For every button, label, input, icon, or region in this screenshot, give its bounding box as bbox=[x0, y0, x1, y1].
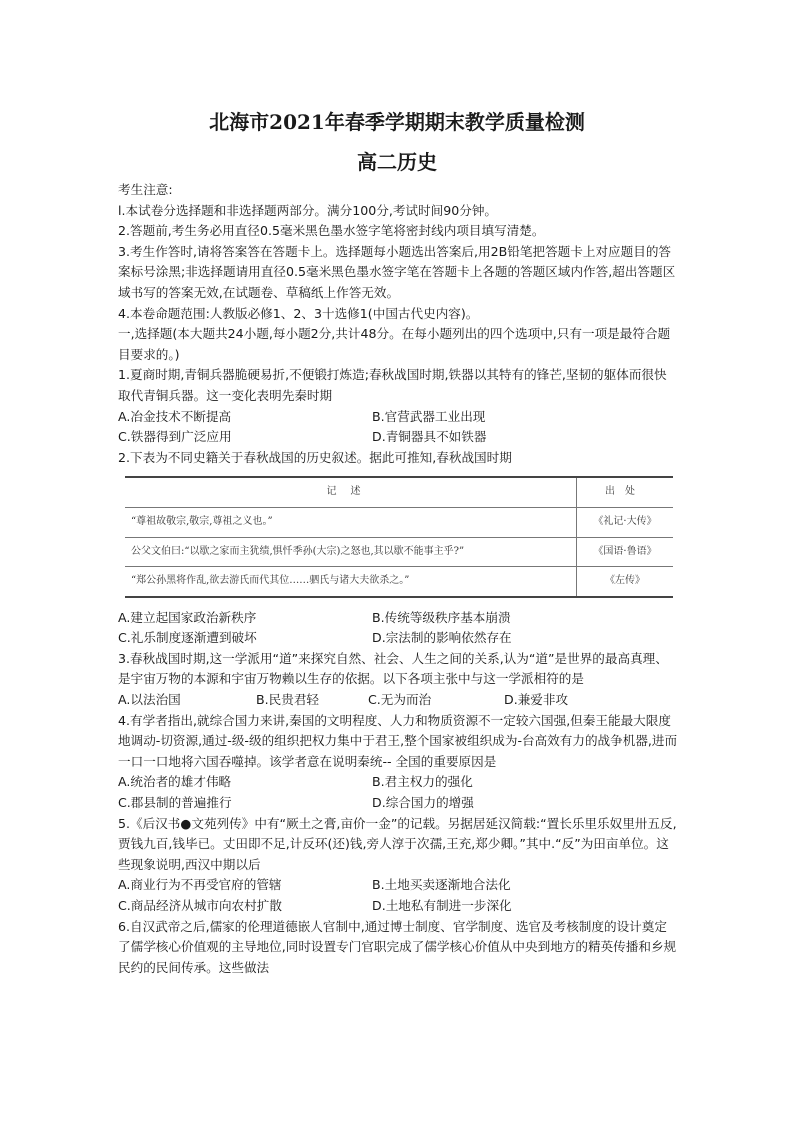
option-a: A.商业行为不再受官府的管辖 bbox=[118, 877, 282, 893]
question-5-stem: 5.《后汉书●文苑列传》中有“厥土之膏,亩价一金”的记载。另据居延汉简载:“置长乐里乐奴里卅五反,贾钱九百,钱毕已。丈田即不足,计反环(还)钱,旁人淳于次孺,王充,郑少卿。”其中.“反”为田亩单位。这些现象说明,西汉中期以后 bbox=[118, 815, 677, 872]
table-cell-source: 《左传》 bbox=[577, 567, 674, 597]
exam-body bbox=[118, 180, 678, 978]
option-a: A.冶金技术不断提高 bbox=[118, 408, 232, 424]
option-d: D.青铜器具不如铁器 bbox=[372, 429, 487, 445]
question-3-options bbox=[118, 690, 678, 711]
question-1-stem: 1.夏商时期,青铜兵器脆硬易折,不便锻打炼造;春秋战国时期,铁器以其特有的锋芒,坚韧的躯体而很快取代青铜兵器。这一变化表明先秦时期 bbox=[118, 367, 667, 403]
option-b: B.君主权力的强化 bbox=[372, 774, 473, 790]
question-2-options-row-2 bbox=[118, 628, 678, 649]
table-row bbox=[125, 507, 673, 537]
question-2-options-row-1 bbox=[118, 608, 678, 629]
question-1-options-row-1 bbox=[118, 407, 678, 428]
option-c: C.无为而治 bbox=[368, 692, 432, 708]
option-c: C.商品经济从城市向农村扩散 bbox=[118, 898, 282, 913]
question-4-options-row-1 bbox=[118, 772, 678, 793]
notice-item-4: 4.本卷命题范围:人教版必修1、2、3十选修1(中国古代史内容)。 bbox=[118, 305, 479, 321]
option-a: A.建立起国家政治新秩序 bbox=[118, 609, 257, 625]
question-5-options-row-2 bbox=[118, 896, 678, 917]
page-subtitle: 高二历史 bbox=[357, 150, 437, 174]
question-6-stem: 6.自汉武帝之后,儒家的伦理道德嵌人官制中,通过博士制度、官学制度、选官及考核制度的设计奠定了儒学核心价值观的主导地位,同时设置专门官职完成了儒学核心价值从中央到地方的精英传播和乡规民约的民间传承。这些做法 bbox=[118, 918, 677, 975]
question-3-stem: 3.春秋战国时期,这一学派用“道”来探究自然、社会、人生之间的关系,认为“道”是世界的最高真理、是宇宙万物的本源和宇宙万物赖以生存的依据。以下各项主张中与这一学派相符的是 bbox=[118, 650, 668, 687]
table-cell-source: 《国语·鲁语》 bbox=[577, 537, 674, 567]
question-4-stem: 4.有学者指出,就综合国力来讲,秦国的文明程度、人力和物质资源不一定较六国强,但秦王能最大限度地调动-切资源,通过-级-级的组织把权力集中于君王,整个国家被组织成为-台高效有力的战争机器,进而一口一口地将六国吞噬掉。该学者意在说明秦统-- 全国的重要原因是 bbox=[118, 712, 678, 769]
option-d: D.兼爱非攻 bbox=[504, 692, 569, 708]
table-row bbox=[125, 537, 673, 567]
notice-heading: 考生注意: bbox=[118, 182, 173, 197]
option-d: D.土地私有制进一步深化 bbox=[372, 898, 512, 913]
page-title: 北海市2021年春季学期期末教学质量检测 bbox=[209, 110, 585, 134]
option-c: C.礼乐制度逐渐遭到破坏 bbox=[118, 630, 257, 646]
history-table bbox=[125, 476, 673, 597]
option-d: D.综合国力的增强 bbox=[372, 795, 474, 811]
notice-item-3: 3.考生作答时,请将答案答在答题卡上。选择题每小题选出答案后,用2B铅笔把答题卡上对应题目的答案标号涂黑;非选择题请用直径0.5毫米黑色墨水签字笔在答题卡上各题的答题区域内作答,超出答题区域书写的答案无效,在试题卷、草稿纸上作答无效。 bbox=[118, 243, 676, 300]
section-heading: 一,选择题(本大题共24小题,每小题2分,共计48分。在每小题列出的四个选项中,只有一项是最符合题目要求的。) bbox=[118, 326, 671, 362]
option-d: D.宗法制的影响依然存在 bbox=[372, 630, 512, 646]
table-header-source: 出处 bbox=[577, 477, 674, 507]
question-5-options-row-1 bbox=[118, 875, 678, 896]
option-a: A.以法治国 bbox=[118, 692, 181, 708]
option-c: C.郡县制的普遍推行 bbox=[118, 795, 232, 811]
option-b: B.土地买卖逐渐地合法化 bbox=[372, 877, 511, 893]
question-1-options-row-2 bbox=[118, 427, 678, 448]
table-header-record: 记述 bbox=[125, 477, 577, 507]
option-b: B.传统等级秩序基本崩溃 bbox=[372, 609, 511, 625]
table-cell-source: 《礼记·大传》 bbox=[577, 507, 674, 537]
notice-item-2: 2.答题前,考生务必用直径0.5毫米黑色墨水签字笔将密封线内项目填写清楚。 bbox=[118, 223, 545, 239]
option-c: C.铁器得到广泛应用 bbox=[118, 429, 232, 445]
option-b: B.民贵君轻 bbox=[256, 692, 320, 708]
notice-item-1: l.本试卷分选择题和非选择题两部分。满分100分,考试时间90分钟。 bbox=[118, 202, 498, 218]
table-cell-record: 公父文伯曰:“以歇之家而主犹绩,惧忏季孙(大宗)之怒也,其以歇不能事主乎?” bbox=[125, 537, 577, 567]
table-cell-record: “尊祖故敬宗,敬宗,尊祖之义也。” bbox=[125, 507, 577, 537]
option-b: B.官营武器工业出现 bbox=[372, 408, 486, 424]
table-cell-record: “郑公孙黑将作乱,欲去游氏而代其位……驷氏与诸大夫欲杀之。” bbox=[125, 567, 577, 597]
question-4-options-row-2 bbox=[118, 793, 678, 814]
table-row bbox=[125, 567, 673, 597]
option-a: A.统治者的雄才伟略 bbox=[118, 774, 232, 790]
question-2-stem: 2.下表为不同史籍关于春秋战国的历史叙述。据此可推知,春秋战国时期 bbox=[118, 449, 512, 465]
